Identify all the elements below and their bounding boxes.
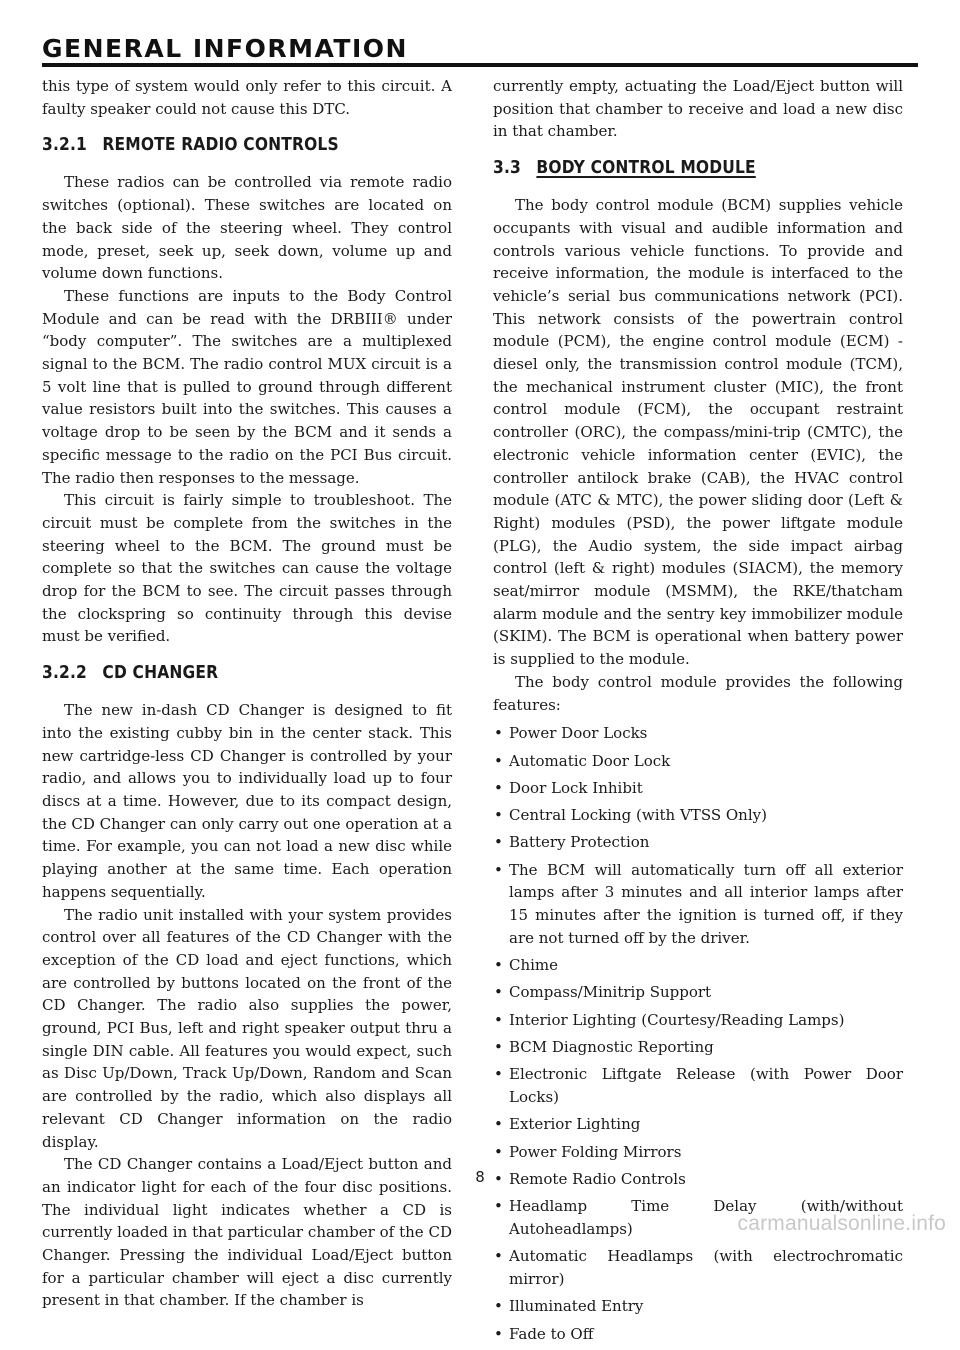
feature-item: • Interior Lighting (Courtesy/Reading Lamps) (493, 1009, 903, 1032)
features-list (493, 722, 903, 1345)
section-heading-3-2-2 (42, 662, 395, 683)
section-title: BODY CONTROL MODULE (536, 157, 756, 179)
feature-item: • Remote Radio Controls (493, 1168, 903, 1191)
feature-item: • Power Folding Mirrors (493, 1141, 903, 1164)
feature-item: • Central Locking (with VTSS Only) (493, 804, 903, 827)
watermark: carmanualsonline.info (737, 1212, 946, 1235)
feature-item: • Door Lock Inhibit (493, 777, 903, 800)
section-title: REMOTE RADIO CONTROLS (102, 134, 339, 156)
feature-item: • Automatic Door Lock (493, 750, 903, 773)
paragraph: This circuit is fairly simple to troubleshoot. The circuit must be complete from the switches in the steering wheel to the BCM. The ground must be complete so that the switches can cause the voltage drop for the BCM to see. The circuit passes through the clockspring so continuity through this devise must be verified. (42, 491, 452, 646)
left-column (42, 75, 452, 1312)
right-column (493, 75, 903, 1350)
paragraph: These functions are inputs to the Body Control Module and can be read with the DRBIII® under “body computer”. The switches are a multiplexed signal to the BCM. The radio control MUX circuit is a 5 volt line that is pulled to ground through different value resistors built into the switches. This causes a voltage drop to be seen by the BCM and it sends a specific message to the radio on the PCI Bus circuit. The radio then responses to the message. (42, 286, 452, 487)
feature-item: • Power Door Locks (493, 722, 903, 745)
section-number: 3.2.1 (42, 134, 87, 156)
feature-item: • BCM Diagnostic Reporting (493, 1036, 903, 1059)
feature-item: • Fade to Off (493, 1323, 903, 1346)
feature-item: • Automatic Headlamps (with electrochromatic mirror) (493, 1245, 903, 1290)
feature-item: • Exterior Lighting (493, 1113, 903, 1136)
feature-item: • Compass/Minitrip Support (493, 981, 903, 1004)
paragraph: The body control module (BCM) supplies vehicle occupants with visual and audible information and controls various vehicle functions. To provide and receive information, the module is interfaced to the vehicle’s serial bus communications network (PCI). This network consists of the powertrain control module (PCM), the engine control module (ECM) - diesel only, the transmission control module (TCM), the mechanical instrument cluster (MIC), the front control module (FCM), the occupant restraint controller (ORC), the compass/mini-trip (CMTC), the electronic vehicle information center (EVIC), the controller antilock brake (CAB), the HVAC control module (ATC & MTC), the power sliding door (Left & Right) modules (PSD), the power liftgate module (PLG), the Audio system, the side impact airbag control (left & right) modules (SIACM), the memory seat/mirror module (MSMM), the RKE/thatcham alarm module and the sentry key immobilizer module (SKIM). The BCM is operational when battery power is supplied to the module. (493, 196, 903, 669)
section-number: 3.3 (493, 157, 521, 179)
header-rule (42, 63, 918, 67)
paragraph: The radio unit installed with your system provides control over all features of the CD Changer with the exception of the CD load and eject functions, which are controlled by buttons located on the front of the CD Changer. The radio also supplies the power, ground, PCI Bus, left and right speaker output thru a single DIN cable. All features you would expect, such as Disc Up/Down, Track Up/Down, Random and Scan are controlled by the radio, which also displays all relevant CD Changer information on the radio display. (42, 905, 452, 1151)
paragraph: The new in-dash CD Changer is designed to fit into the existing cubby bin in the center stack. This new cartridge-less CD Changer is controlled by your radio, and allows you to individually load up to four discs at a time. However, due to its compact design, the CD Changer can only carry out one operation at a time. For example, you can not load a new disc while playing another at the same time. Each operation happens sequentially. (42, 701, 452, 901)
section-heading-3-3 (493, 157, 846, 178)
feature-item: • Chime (493, 954, 903, 977)
paragraph: These radios can be controlled via remote radio switches (optional). These switches are located on the back side of the steering wheel. They control mode, preset, seek up, seek down, volume up and volume down functions. (42, 173, 452, 283)
feature-item: • Illuminated Entry (493, 1295, 903, 1318)
feature-item: • Headlamp Time Delay (with/without Autoheadlamps) (493, 1195, 903, 1240)
section-number: 3.2.2 (42, 662, 87, 684)
page-number: 8 (475, 1168, 485, 1186)
continued-paragraph: currently empty, actuating the Load/Eject button will position that chamber to receive and load a new disc in that chamber. (493, 77, 903, 141)
paragraph: The CD Changer contains a Load/Eject button and an indicator light for each of the four disc positions. The individual light indicates whether a CD is currently loaded in that particular chamber of the CD Changer. Pressing the individual Load/Eject button for a particular chamber will eject a disc currently present in that chamber. If the chamber is (42, 1155, 452, 1310)
page-header-title: GENERAL INFORMATION (42, 34, 408, 63)
paragraph: The body control module provides the following features: (493, 672, 903, 714)
intro-paragraph: this type of system would only refer to this circuit. A faulty speaker could not cause this DTC. (42, 77, 452, 118)
section-heading-3-2-1 (42, 134, 395, 155)
feature-item: • Battery Protection (493, 831, 903, 854)
feature-item: • The BCM will automatically turn off all exterior lamps after 3 minutes and all interior lamps after 15 minutes after the ignition is turned off, if they are not turned off by the driver. (493, 859, 903, 950)
feature-item: • Electronic Liftgate Release (with Power Door Locks) (493, 1063, 903, 1108)
section-title: CD CHANGER (102, 662, 219, 684)
